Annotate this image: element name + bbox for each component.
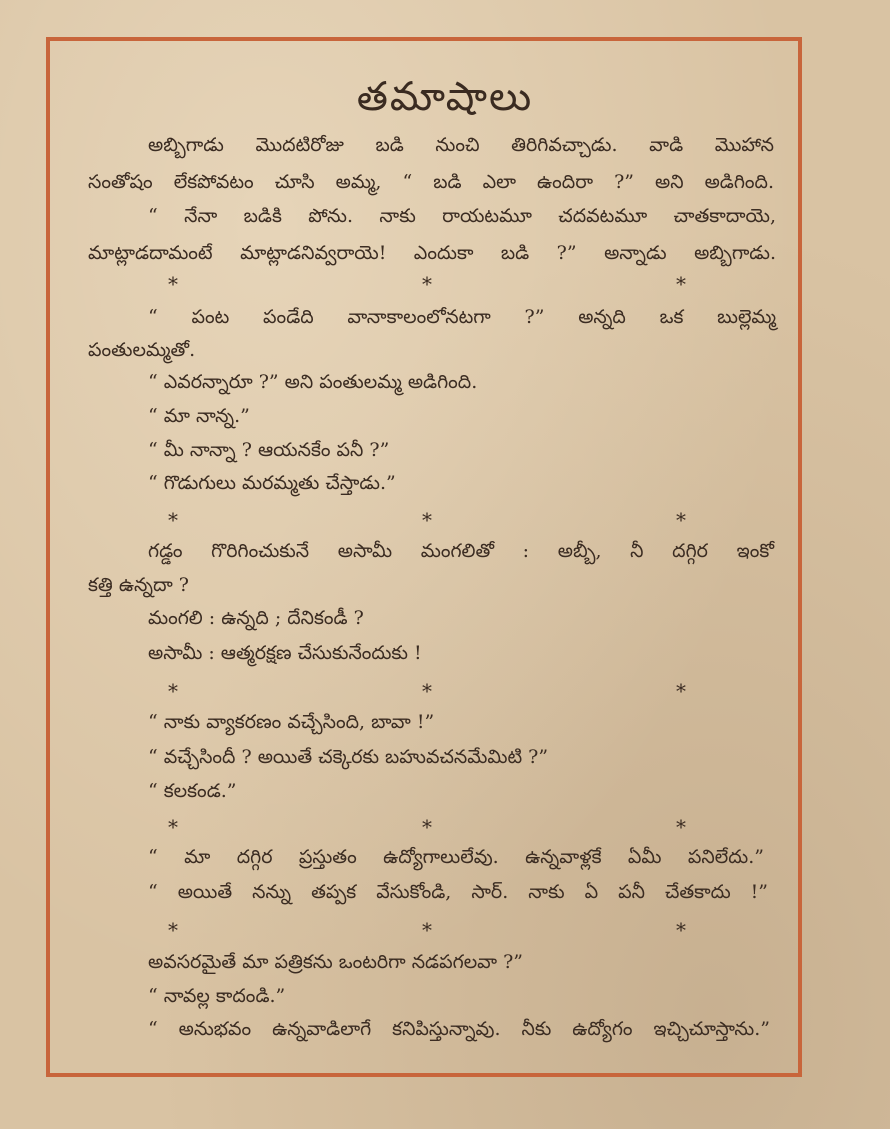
section-separator bbox=[168, 815, 686, 839]
dialogue-line: “ అయితే నన్ను తప్పక వేసుకోండి, సార్. నాకు ఏ పనీ చేతకాదు !” bbox=[148, 881, 768, 903]
dialogue-line: “ ఎవరన్నారూ ?” అని పంతులమ్మ అడిగింది. bbox=[148, 371, 478, 393]
separator-star: * bbox=[676, 918, 686, 942]
separator-star: * bbox=[168, 918, 178, 942]
dialogue-line: కత్తి ఉన్నదా ? bbox=[88, 574, 189, 596]
separator-star: * bbox=[422, 918, 432, 942]
section-separator bbox=[168, 679, 686, 703]
dialogue-line: “ గొడుగులు మరమ్మతు చేస్తాడు.” bbox=[148, 472, 396, 494]
dialogue-line: మంగలి : ఉన్నది ; దేనికండీ ? bbox=[148, 607, 364, 629]
separator-star: * bbox=[168, 272, 178, 296]
paragraph-line: సంతోషం లేకపోవటం చూసి అమ్మ, “ బడి ఎలా ఉందిరా ?” అని అడిగింది. bbox=[88, 171, 774, 193]
separator-star: * bbox=[422, 272, 432, 296]
dialogue-line: “ పంట పండేది వానాకాలంలోనటగా ?” అన్నది ఒక బుల్లెమ్మ bbox=[148, 306, 776, 328]
separator-star: * bbox=[168, 679, 178, 703]
separator-star: * bbox=[676, 679, 686, 703]
dialogue-line: “ మీ నాన్నా ? ఆయనకేం పనీ ?” bbox=[148, 439, 390, 461]
separator-star: * bbox=[422, 679, 432, 703]
dialogue-line: “ మా నాన్న.” bbox=[148, 405, 250, 427]
separator-star: * bbox=[168, 815, 178, 839]
dialogue-line: పంతులమ్మతో. bbox=[88, 339, 196, 361]
separator-star: * bbox=[422, 815, 432, 839]
separator-star: * bbox=[676, 272, 686, 296]
dialogue-line: “ నాకు వ్యాకరణం వచ్చేసింది, బావా !” bbox=[148, 711, 435, 733]
dialogue-line: “ కలకండ.” bbox=[148, 780, 237, 802]
section-separator bbox=[168, 918, 686, 942]
paragraph-line: అబ్బిగాడు మొదటిరోజు బడి నుంచి తిరిగివచ్చాడు. వాడి మొహాన bbox=[148, 134, 774, 156]
section-separator bbox=[168, 272, 686, 296]
section-separator bbox=[168, 508, 686, 532]
page-title: తమాషాలు bbox=[356, 74, 534, 120]
separator-star: * bbox=[676, 815, 686, 839]
dialogue-line: “ నావల్ల కాదండి.” bbox=[148, 985, 286, 1007]
separator-star: * bbox=[676, 508, 686, 532]
dialogue-line: “ మా దగ్గిర ప్రస్తుతం ఉద్యోగాలులేవు. ఉన్నవాళ్లకే ఏమీ పనిలేదు.” bbox=[148, 846, 764, 868]
dialogue-line: “ అనుభవం ఉన్నవాడిలాగే కనిపిస్తున్నావు. నీకు ఉద్యోగం ఇచ్చిచూస్తాను.” bbox=[148, 1018, 770, 1040]
separator-star: * bbox=[422, 508, 432, 532]
dialogue-line: గడ్డం గొరిగించుకునే అసామీ మంగలితో : అబ్బీ, నీ దగ్గిర ఇంకో bbox=[148, 540, 774, 562]
dialogue-line: అవసరమైతే మా పత్రికను ఒంటరిగా నడపగలవా ?” bbox=[148, 951, 524, 973]
dialogue-line: “ వచ్చేసిందీ ? అయితే చక్కెరకు బహువచనమేమిటి ?” bbox=[148, 746, 549, 768]
separator-star: * bbox=[168, 508, 178, 532]
paragraph-line: మాట్లాడదామంటే మాట్లాడనివ్వరాయె! ఎందుకా బడి ?” అన్నాడు అబ్బిగాడు. bbox=[88, 242, 776, 264]
dialogue-line: అసామీ : ఆత్మరక్షణ చేసుకునేందుకు ! bbox=[148, 642, 422, 664]
paragraph-line: “ నేనా బడికి పోను. నాకు రాయటమూ చదవటమూ చాతకాదాయె, bbox=[148, 205, 776, 227]
